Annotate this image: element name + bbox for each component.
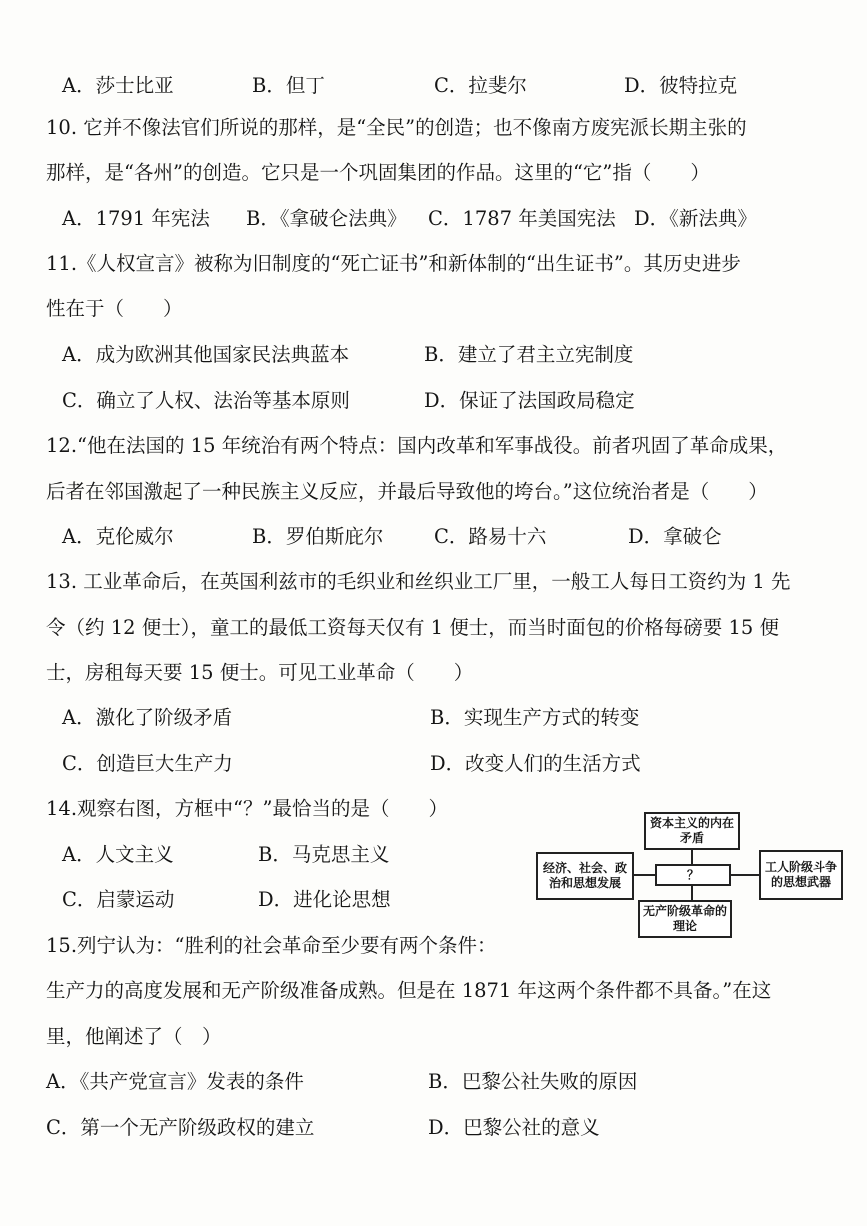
diagram-box-top: 资本主义的内在矛盾 [644,812,740,850]
q15-stem-line1: 15.列宁认为：“胜利的社会革命至少要有两个条件： [46,934,497,957]
q15-option-a: A．《共产党宣言》发表的条件 [46,1070,304,1093]
q10-stem-line2: 那样，是“各州”的创造。它只是一个巩固集团的作品。这里的“它”指（ ） [46,161,710,184]
q12-stem-line2: 后者在邻国激起了一种民族主义反应，并最后导致他的垮台。”这位统治者是（ ） [46,480,768,503]
q10-stem-line1: 10. 它并不像法官们所说的那样，是“全民”的创造；也不像南方废宪派长期主张的 [46,116,747,139]
q11-stem-line2: 性在于（ ） [46,297,183,320]
q13-option-a: A．激化了阶级矛盾 [62,706,233,729]
q15-stem-line3: 里，他阐述了（ ） [46,1025,222,1048]
q9-option-a: A．莎士比亚 [62,74,174,97]
q11-option-b: B．建立了君主立宪制度 [424,343,634,366]
q13-option-c: C．创造巨大生产力 [62,752,233,775]
q13-stem-line3: 士，房租每天要 15 便士。可见工业革命（ ） [46,661,474,684]
q10-option-c: C．1787 年美国宪法 [428,207,616,230]
diagram-box-right: 工人阶级斗争的思想武器 [759,850,843,900]
q15-option-c: C．第一个无产阶级政权的建立 [46,1116,315,1139]
q11-option-a: A．成为欧洲其他国家民法典蓝本 [62,343,350,366]
q14-option-d: D．进化论思想 [258,888,391,911]
q12-option-b: B．罗伯斯庇尔 [252,525,384,548]
diagram-box-left: 经济、社会、政治和思想发展 [536,852,634,900]
q13-stem-line1: 13. 工业革命后，在英国利兹市的毛织业和丝织业工厂里，一般工人每日工资约为 1 先 [46,570,791,593]
q10-option-a: A．1791 年宪法 [62,207,210,230]
q14-option-c: C．启蒙运动 [62,888,175,911]
q13-stem-line2: 令（约 12 便士），童工的最低工资每天仅有 1 便士，而当时面包的价格每磅要 15 便 [46,616,779,639]
diagram-box-center: ？ [655,864,731,886]
q12-option-d: D．拿破仑 [628,525,722,548]
q14-option-b: B．马克思主义 [258,843,390,866]
q11-option-d: D．保证了法国政局稳定 [424,389,635,412]
q9-option-d: D．彼特拉克 [624,74,738,97]
diagram-box-bottom: 无产阶级革命的理论 [638,900,732,938]
q9-option-c: C．拉斐尔 [434,74,527,97]
q15-stem-line2: 生产力的高度发展和无产阶级准备成熟。但是在 1871 年这两个条件都不具备。”在这 [46,979,772,1002]
q10-option-b: B．《拿破仑法典》 [246,207,407,230]
q13-option-d: D．改变人们的生活方式 [430,752,641,775]
q14-stem: 14.观察右图，方框中“？”最恰当的是（ ） [46,797,448,820]
q11-stem-line1: 11.《人权宣言》被称为旧制度的“死亡证书”和新体制的“出生证书”。其历史进步 [46,252,741,275]
q15-option-d: D．巴黎公社的意义 [428,1116,600,1139]
q12-option-a: A．克伦威尔 [62,525,174,548]
q11-option-c: C．确立了人权、法治等基本原则 [62,389,350,412]
q10-option-d: D．《新法典》 [634,207,757,230]
q12-option-c: C．路易十六 [434,525,547,548]
q9-option-b: B．但丁 [252,74,325,97]
q12-stem-line1: 12.“他在法国的 15 年统治有两个特点：国内改革和军事战役。前者巩固了革命成果， [46,434,788,457]
q13-option-b: B．实现生产方式的转变 [430,706,640,729]
q14-option-a: A．人文主义 [62,843,174,866]
q15-option-b: B．巴黎公社失败的原因 [428,1070,638,1093]
